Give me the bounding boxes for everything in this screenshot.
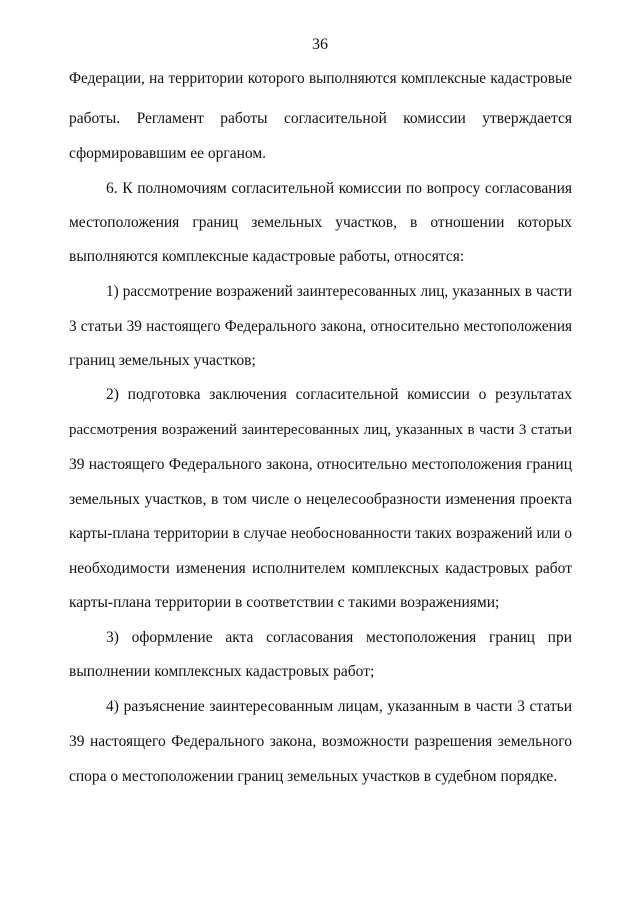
text-line: местоположения границ земельных участков, в отношении которых	[69, 214, 572, 231]
text-line: карты-плана территории в соответствии с такими возражениями;	[69, 594, 500, 611]
text-line: необходимости изменения исполнителем комплексных кадастровых работ	[69, 560, 572, 577]
text-line: сформировавшим ее органом.	[69, 145, 267, 162]
text-line: 6. К полномочиям согласительной комиссии по вопросу согласования	[106, 180, 572, 197]
text-line: 39 настоящего Федерального закона, возможности разрешения земельного	[69, 733, 572, 750]
page-number: 36	[312, 36, 328, 53]
text-line: рассмотрения возражений заинтересованных лиц, указанных в части 3 статьи	[69, 422, 572, 438]
text-line: выполнении комплексных кадастровых работ;	[69, 663, 375, 680]
text-line: 4) разъяснение заинтересованным лицам, указанным в части 3 статьи	[106, 698, 572, 715]
text-line: границ земельных участков;	[69, 352, 256, 369]
text-line: Федерации, на территории которого выполняются комплексные кадастровые	[69, 70, 572, 87]
text-line: 39 настоящего Федерального закона, относительно местоположения границ	[69, 456, 572, 473]
text-line: карты-плана территории в случае необоснованности таких возражений или о	[69, 525, 572, 542]
text-line: 3 статьи 39 настоящего Федерального закона, относительно местоположения	[69, 318, 572, 335]
text-line: 2) подготовка заключения согласительной комиссии о результатах	[106, 386, 572, 403]
text-line: спора о местоположении границ земельных участков в судебном порядке.	[69, 768, 558, 785]
text-line: 3) оформление акта согласования местоположения границ при	[106, 629, 572, 646]
text-line: выполняются комплексные кадастровые работы, относятся:	[69, 248, 465, 265]
text-line: земельных участков, в том числе о нецелесообразности изменения проекта	[69, 491, 572, 508]
text-line: работы. Регламент работы согласительной комиссии утверждается	[69, 110, 572, 127]
text-line: 1) рассмотрение возражений заинтересованных лиц, указанных в части	[106, 283, 572, 300]
